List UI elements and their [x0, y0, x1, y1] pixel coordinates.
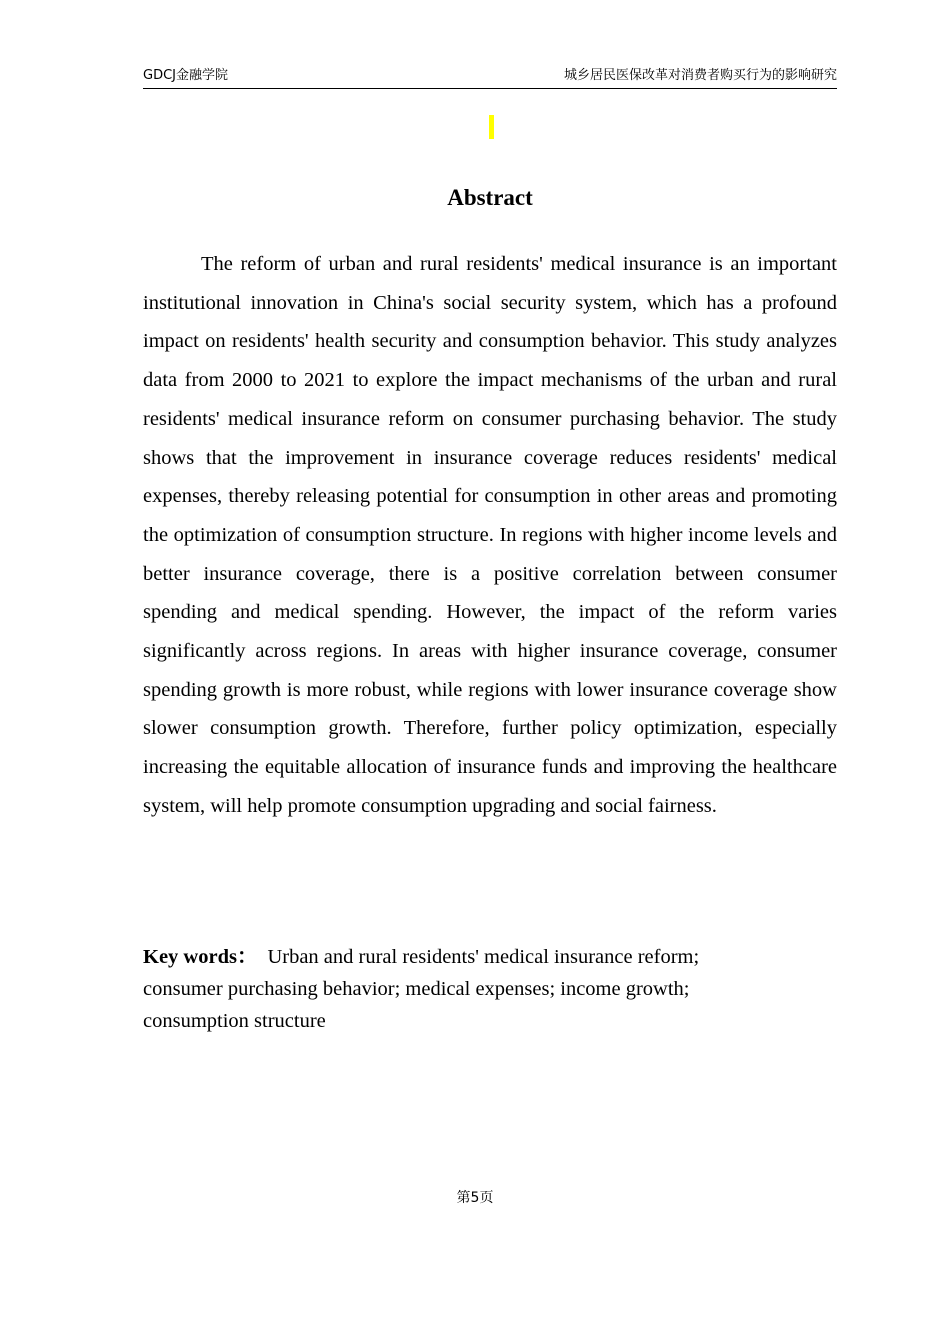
page-number: 第5页 — [456, 1190, 494, 1206]
keywords-block — [143, 941, 783, 1037]
header-thesis-title: 城乡居民医保改革对消费者购买行为的影响研究 — [563, 68, 837, 83]
keywords-separator: ： — [236, 946, 258, 968]
keywords-text: Urban and rural residents' medical insurance reform; consumer purchasing behavior; medical expenses; income growth; consumption structure — [143, 946, 700, 1032]
page-header — [143, 67, 837, 89]
abstract-paragraph: The reform of urban and rural residents' medical insurance is an important institutional innovation in China's social security system, which has a profound impact on residents' health security and consumption behavior. This study analyzes data from 2000 to 2021 to explore the impact mechanisms of the urban and rural residents' medical insurance reform on consumer purchasing behavior. The study shows that the improvement in insurance coverage reduces residents' medical expenses, thereby releasing potential for consumption in other areas and promoting the optimization of consumption structure. In regions with higher income levels and better insurance coverage, there is a positive correlation between consumer spending and medical spending. However, the impact of the reform varies significantly across regions. In areas with higher insurance coverage, consumer spending growth is more robust, while regions with lower insurance coverage show slower consumption growth. Therefore, further policy optimization, especially increasing the equitable allocation of insurance funds and improving the healthcare system, will help promote consumption upgrading and social fairness. — [143, 253, 837, 817]
keywords-label: Key words — [143, 946, 237, 968]
header-institution: GDCJ金融学院 — [143, 68, 228, 83]
text-cursor-highlight — [489, 115, 494, 139]
abstract-title: Abstract — [447, 185, 533, 210]
